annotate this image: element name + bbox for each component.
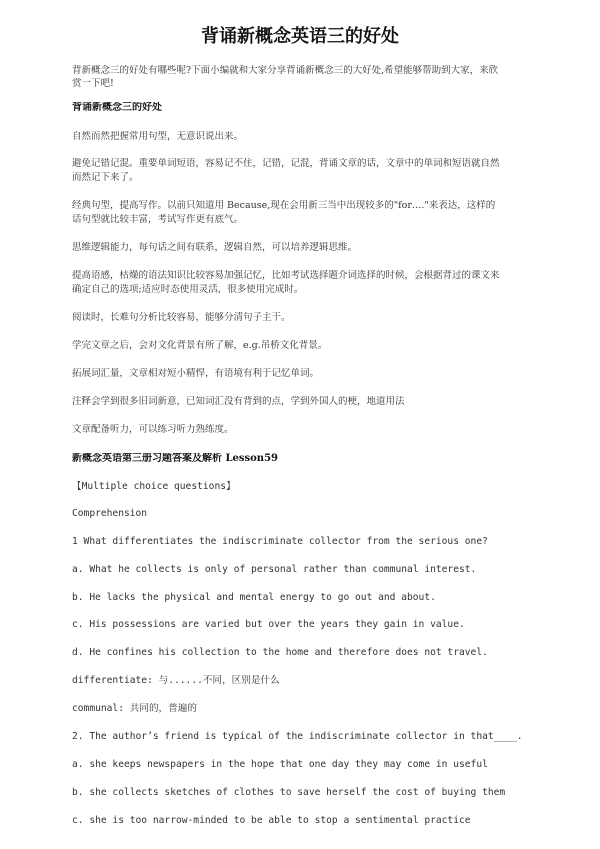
question-1-option-c: c. His possessions are varied but over the years they gain in value.: [72, 619, 465, 630]
paragraph-vocabulary: 拓展词汇量，文章相对短小精悍，有语境有利于记忆单词。: [72, 368, 320, 379]
page-title: 背诵新概念英语三的好处: [201, 26, 399, 47]
question-2-option-c: c. she is too narrow-minded to be able to stop a sentimental practice: [72, 815, 471, 826]
question-2: 2. The author’s friend is typical of the indiscriminate collector in that____.: [72, 731, 523, 742]
question-1: 1 What differentiates the indiscriminate collector from the serious one?: [72, 536, 488, 547]
paragraph-writing-1: 经典句型，提高写作。以前只知道用 Because,现在会用新三当中出现较多的"for…."来表达，这样的: [72, 200, 496, 211]
question-2-option-b: b. she collects sketches of clothes to save herself the cost of buying them: [72, 787, 506, 798]
section-heading-benefits: 背诵新概念三的好处: [72, 102, 162, 113]
paragraph-language-sense-1: 提高语感，枯燥的语法知识比较容易加强记忆，比如考试选择题介词选择的时候，会根据背过的课文来: [72, 270, 500, 281]
paragraph-reading: 阅读时，长难句分析比较容易，能够分清句子主干。: [72, 312, 291, 323]
question-1-option-d: d. He confines his collection to the home and therefore does not travel.: [72, 647, 488, 658]
paragraph-avoid-confusion-2: 而然记下来了。: [72, 172, 139, 183]
paragraph-listening: 文章配备听力，可以练习听力熟练度。: [72, 424, 234, 435]
paragraph-avoid-confusion-1: 避免记错记混。重要单词短语，容易记不住，记错，记混，背诵文章的话，文章中的单词和短语就自然: [72, 158, 500, 169]
vocab-note-differentiate: differentiate: 与......不同，区别是什么: [72, 675, 280, 686]
question-2-option-a: a. she keeps newspapers in the hope that one day they may come in useful: [72, 759, 488, 770]
vocab-note-communal: communal: 共同的，普遍的: [72, 703, 197, 714]
paragraph-sentence-patterns: 自然而然把握常用句型，无意识说出来。: [72, 131, 244, 142]
question-1-option-a: a. What he collects is only of personal rather than communal interest.: [72, 564, 477, 575]
intro-line-2: 赏一下吧!: [72, 78, 114, 89]
paragraph-writing-2: 话句型就比较丰富，考试写作更有底气。: [72, 214, 244, 225]
section-heading-lesson59: 新概念英语第三册习题答案及解析 Lesson59: [72, 453, 278, 464]
multiple-choice-title: 【Multiple choice questions】: [72, 481, 236, 492]
comprehension-label: Comprehension: [72, 508, 148, 519]
question-1-option-b: b. He lacks the physical and mental energy to go out and about.: [72, 592, 436, 603]
intro-line-1: 背新概念三的好处有哪些呢?下面小编就和大家分享背诵新概念三的大好处,希望能够帮助到大家，来欣: [72, 65, 499, 76]
paragraph-language-sense-2: 确定自己的选项;适应时态使用灵活，很多使用完成时。: [72, 284, 304, 295]
paragraph-logic: 思维逻辑能力，每句话之间有联系，逻辑自然，可以培养逻辑思维。: [72, 242, 358, 253]
paragraph-culture: 学完文章之后，会对文化背景有所了解，e.g.吊桥文化背景。: [72, 340, 328, 351]
paragraph-annotations: 注释会学到很多旧词新意，已知词汇没有背到的点，学到外国人的梗，地道用法: [72, 396, 405, 407]
